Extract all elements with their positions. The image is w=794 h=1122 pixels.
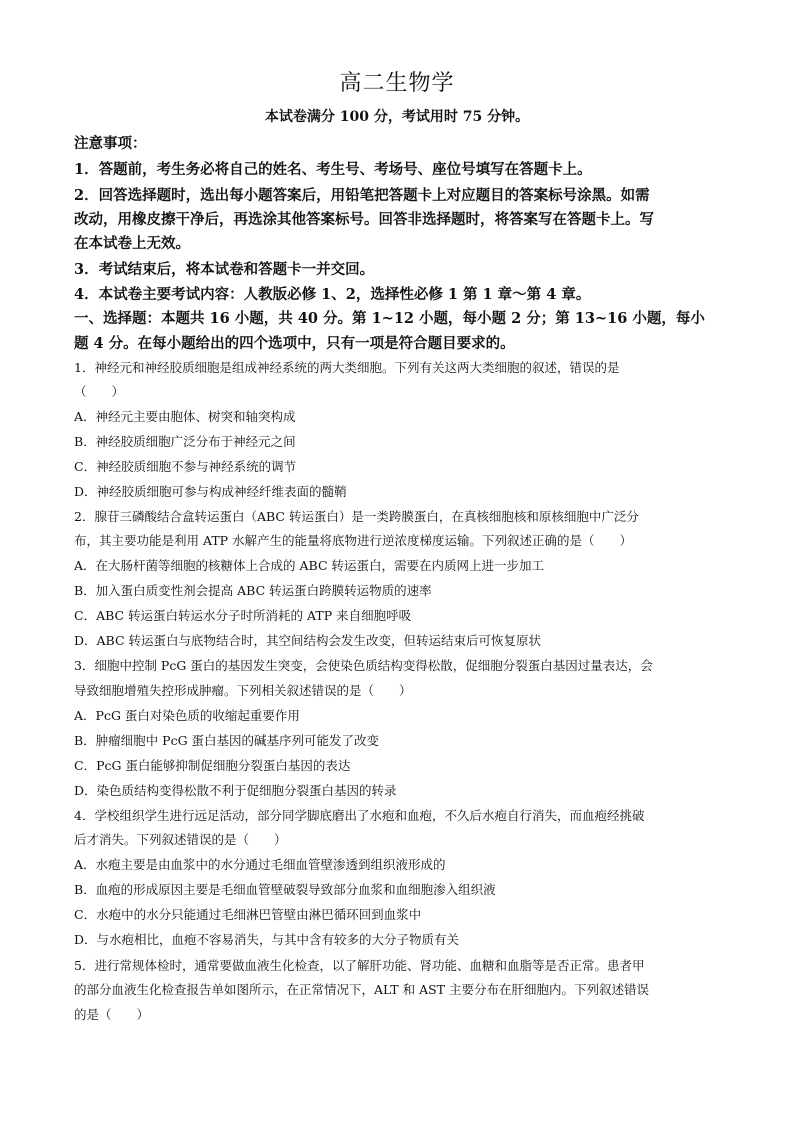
section-heading: 一、选择题：本题共 16 小题，共 40 分。第 1~12 小题，每小题 2 分；第 13~16 小题，每小	[74, 310, 705, 327]
option-c: C．水疱中的水分只能通过毛细淋巴管壁由淋巴循环回到血浆中	[74, 907, 422, 922]
option-c: C．ABC 转运蛋白转运水分子时所消耗的 ATP 来自细胞呼吸	[74, 608, 412, 623]
option-b: B．神经胶质细胞广泛分布于神经元之间	[74, 434, 296, 449]
question-stem: 的部分血液生化检查报告单如图所示，在正常情况下，ALT 和 AST 主要分布在肝细胞内。下列叙述错误	[74, 982, 649, 997]
option-a: A．PcG 蛋白对染色质的收缩起重要作用	[74, 708, 300, 723]
notice-line: 在本试卷上无效。	[74, 235, 190, 252]
option-d: D．ABC 转运蛋白与底物结合时，其空间结构会发生改变，但转运结束后可恢复原状	[74, 633, 542, 648]
section-heading: 题 4 分。在每小题给出的四个选项中，只有一项是符合题目要求的。	[74, 335, 515, 352]
option-a: A．在大肠杆菌等细胞的核糖体上合成的 ABC 转运蛋白，需要在内质网上进一步加工	[74, 558, 544, 573]
question-stem: 导致细胞增殖失控形成肿瘤。下列相关叙述错误的是（ ）	[74, 683, 412, 698]
question-stem: 3．细胞中控制 PcG 蛋白的基因发生突变，会使染色质结构变得松散，促细胞分裂蛋白基因过量表达，会	[74, 658, 653, 673]
notice-heading: 注意事项：	[74, 135, 147, 152]
question-stem: 1．神经元和神经胶质细胞是组成神经系统的两大类细胞。下列有关这两大类细胞的叙述，错误的是	[74, 360, 620, 375]
notice-line: 4．本试卷主要考试内容：人教版必修 1、2，选择性必修 1 第 1 章～第 4 章。	[74, 286, 591, 303]
exam-subtitle: 本试卷满分 100 分，考试用时 75 分钟。	[264, 109, 530, 125]
notice-line: 3．考试结束后，将本试卷和答题卡一并交回。	[74, 261, 375, 278]
option-a: A．神经元主要由胞体、树突和轴突构成	[74, 409, 296, 424]
notice-line: 2．回答选择题时，选出每小题答案后，用铅笔把答题卡上对应题目的答案标号涂黑。如需	[74, 187, 650, 204]
notice-line: 改动，用橡皮擦干净后，再选涂其他答案标号。回答非选择题时，将答案写在答题卡上。写	[74, 211, 654, 228]
option-d: D．神经胶质细胞可参与构成神经纤维表面的髓鞘	[74, 484, 347, 499]
option-c: C．神经胶质细胞不参与神经系统的调节	[74, 459, 297, 474]
option-b: B．加入蛋白质变性剂会提高 ABC 转运蛋白跨膜转运物质的速率	[74, 583, 432, 598]
option-a: A．水疱主要是由血浆中的水分通过毛细血管壁渗透到组织液形成的	[74, 857, 446, 872]
option-c: C．PcG 蛋白能够抑制促细胞分裂蛋白基因的表达	[74, 758, 351, 773]
option-b: B．肿瘤细胞中 PcG 蛋白基因的碱基序列可能发了改变	[74, 733, 380, 748]
option-d: D．染色质结构变得松散不利于促细胞分裂蛋白基因的转录	[74, 783, 397, 798]
question-stem: 后才消失。下列叙述错误的是（ ）	[74, 832, 287, 847]
notice-line: 1．答题前，考生务必将自己的姓名、考生号、考场号、座位号填写在答题卡上。	[74, 161, 592, 178]
question-stem: 布，其主要功能是利用 ATP 水解产生的能量将底物进行逆浓度梯度运输。下列叙述正确的是（ ）	[74, 533, 633, 548]
question-stem: 5．进行常规体检时，通常要做血液生化检查，以了解肝功能、肾功能、血糖和血脂等是否正常。患者甲	[74, 958, 645, 973]
exam-title: 高二生物学	[339, 71, 455, 96]
question-stem: 2．腺苷三磷酸结合盒转运蛋白（ABC 转运蛋白）是一类跨膜蛋白，在真核细胞核和原核细胞中广泛分	[74, 509, 639, 524]
option-d: D．与水疱相比，血疱不容易消失，与其中含有较多的大分子物质有关	[74, 932, 460, 947]
question-stem: （ ）	[74, 384, 125, 399]
question-stem: 4．学校组织学生进行远足活动，部分同学脚底磨出了水疱和血疱，不久后水疱自行消失，而血疱经挑破	[74, 808, 645, 823]
question-stem: 的是（ ）	[74, 1007, 150, 1022]
option-b: B．血疱的形成原因主要是毛细血管壁破裂导致部分血浆和血细胞渗入组织液	[74, 882, 496, 897]
